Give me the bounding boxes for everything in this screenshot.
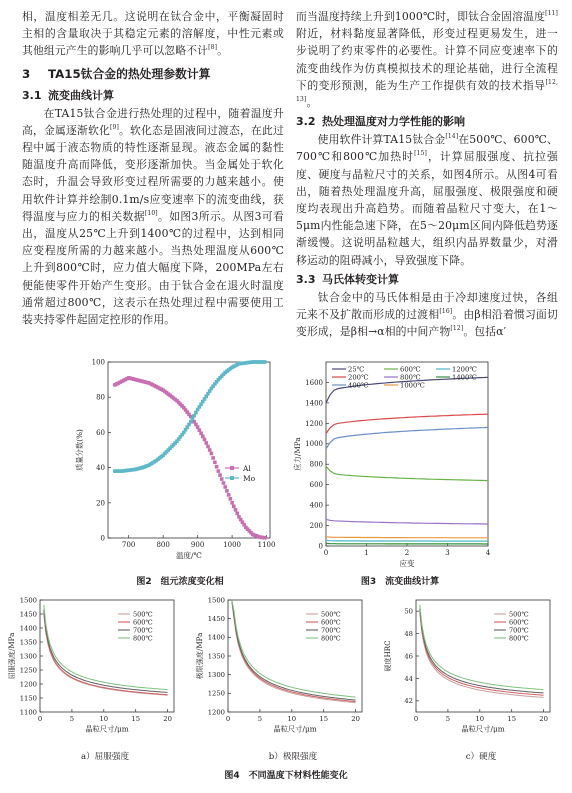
data-point-al <box>211 456 215 460</box>
figure-2-caption: 图2 组元浓度变化相 <box>136 577 224 587</box>
legend-label: 25℃ <box>348 365 365 374</box>
series-line-1000℃ <box>326 537 488 538</box>
x-tick-label: 0 <box>413 714 419 723</box>
legend-label: 600℃ <box>321 618 341 627</box>
figure-4b-chart <box>192 594 370 742</box>
data-point-al <box>204 441 208 445</box>
x-tick-label: 1 <box>364 549 369 557</box>
y-tick-label: 1250 <box>19 666 37 675</box>
y-tick-label: 400 <box>309 501 323 510</box>
y-tick-label: 200 <box>309 522 323 531</box>
legend-label: 400℃ <box>348 381 369 390</box>
data-point-al <box>229 497 233 501</box>
para-martensite: 钛合金中的马氏体相是由于冷却速度过快，各组元来不及扩散而形成的过渡相[16]。由β相沿着惯习面切变形成，是β相→α相的中间产物[12]。包括α′ <box>296 290 558 339</box>
para-intro: 相，温度相差无几。这说明在钛合金中，平衡凝固时主相的含量取决于其稳定元素的溶解度，中性元素或其他组元产生的影响几乎可以忽略不计[8]。 <box>22 10 284 58</box>
x-axis-label: 温度/℃ <box>176 551 202 560</box>
x-axis-label: 应变 <box>399 559 415 568</box>
x-axis-label: 晶粒尺寸/μm <box>85 724 129 734</box>
data-point-mo <box>189 420 193 424</box>
x-tick-label: 2 <box>404 549 410 557</box>
plot-frame <box>326 362 488 546</box>
legend-label: 700℃ <box>321 626 341 635</box>
y-tick-label: 50 <box>404 607 413 616</box>
data-point-al <box>215 465 219 469</box>
series-line-800℃ <box>326 519 488 524</box>
data-point-al <box>196 425 200 429</box>
x-tick-label: 1000 <box>223 541 241 549</box>
data-point-al <box>230 501 234 505</box>
y-tick-label: 20 <box>96 499 105 508</box>
y-tick-label: 44 <box>404 674 413 683</box>
series-line-1400℃ <box>326 543 488 544</box>
legend-label: 600℃ <box>133 618 153 627</box>
y-axis-label: 屈服强度/MPa <box>7 632 16 680</box>
figure-4a-subcaption: a）屈服强度 <box>80 752 130 762</box>
y-tick-label: 42 <box>404 697 413 706</box>
x-tick-label: 10 <box>99 714 109 723</box>
y-tick-label: 1600 <box>305 378 323 387</box>
figure-4b-subcaption: b）极限强度 <box>268 752 318 762</box>
legend-label: 600℃ <box>400 365 421 374</box>
section-heading-3: 3 TA15钛合金的热处理参数计算 <box>22 66 211 81</box>
para-flow-curve: 在TA15钛合金进行热处理的过程中，随着温度升高，金属逐渐软化[9]。软化态是固液间过渡态，在此过程中属于液态物质的特性逐渐显现。液态金属的黏性随温度升高而降低，变形逐渐加快。当金属处于软化态时，升温会导致形变过程所需要的力越来越小。使用软件计算并绘制0.1m/s应变速率下的流变曲线，获得温度与应力的相关数据[10]。如图3所示。从图3可看出，温度从25℃上升到1400℃的过程中，达到相同应变程度所需的力越来越小。当热处理温度从600℃上升到800℃时，应力值大幅度下降，200MPa左右便能使零件开始产生变形。由于钛合金在退火时温度通常超过800℃，这表示在热处理过程中需要使用工装夹持零件起固定控形的作用。 <box>22 106 284 327</box>
x-tick-label: 20 <box>163 714 172 723</box>
legend-label: Mo <box>243 474 256 483</box>
data-point-al <box>198 428 202 432</box>
legend-label: 800℃ <box>400 373 421 382</box>
x-tick-label: 5 <box>69 714 75 723</box>
y-tick-label: 1150 <box>19 694 37 703</box>
data-point-al <box>210 452 214 456</box>
data-point-al <box>220 477 224 481</box>
para-mechanical: 使用软件计算TA15钛合金[14]在500℃、600℃、700℃和800℃加热时[15]，计算屈服强度、抗拉强度、硬度与晶粒尺寸的关系，如图4所示。从图4可看出，随着热处理温度升高，屈服强度、极限强度和硬度均表现出升高趋势。而随着晶粒尺寸变大，在1～5μm内性能急速下降，在5～20μm区间内降低趋势逐渐缓慢。这说明晶粒越大，组织内晶界数量少，对滑移运动的阻碍减小，导致强度下降。 <box>296 133 559 267</box>
data-point-al <box>208 448 212 452</box>
subsection-heading-3-2: 3.2 热处理温度对力学性能的影响 <box>296 115 465 129</box>
data-point-al <box>201 435 205 439</box>
x-tick-label: 3 <box>445 549 450 557</box>
x-tick-label: 700 <box>121 541 136 549</box>
x-tick-label: 15 <box>319 714 329 723</box>
y-tick-label: 0 <box>100 534 105 543</box>
y-tick-label: 1500 <box>19 596 37 605</box>
legend-label: 700℃ <box>509 626 529 635</box>
data-point-mo <box>194 411 198 415</box>
y-tick-label: 1100 <box>19 708 37 717</box>
x-tick-label: 800 <box>156 541 170 549</box>
data-point-al <box>232 505 236 509</box>
y-tick-label: 40 <box>96 464 105 473</box>
y-tick-label: 1200 <box>207 708 225 717</box>
y-axis-label: 应力/MPa <box>293 437 302 471</box>
subsection-heading-3-1: 3.1 流变曲线计算 <box>22 88 114 102</box>
data-point-al <box>225 489 229 493</box>
legend-label: 500℃ <box>321 610 341 619</box>
legend-label: 1200℃ <box>452 365 477 374</box>
legend-marker <box>230 476 234 480</box>
figure-2-chart <box>70 356 280 568</box>
x-tick-label: 1100 <box>257 541 276 549</box>
y-tick-label: 46 <box>404 652 413 661</box>
x-tick-label: 15 <box>507 714 517 723</box>
plot-frame <box>40 600 174 712</box>
figure-3-chart <box>290 356 505 568</box>
figure-4a-chart <box>4 594 182 742</box>
data-point-al <box>223 485 227 489</box>
data-point-al <box>216 469 220 473</box>
right-column <box>296 8 558 340</box>
legend-label: Al <box>243 464 251 473</box>
plot-frame <box>108 362 270 538</box>
y-tick-label: 1350 <box>19 638 37 647</box>
y-tick-label: 1400 <box>305 399 323 408</box>
y-tick-label: 1300 <box>207 671 225 680</box>
data-point-al <box>218 473 222 477</box>
y-tick-label: 1450 <box>19 610 37 619</box>
x-tick-label: 10 <box>287 714 297 723</box>
y-tick-label: 800 <box>309 460 323 469</box>
legend-label: 800℃ <box>509 634 529 643</box>
x-axis-label: 晶粒尺寸/μm <box>461 724 505 734</box>
y-tick-label: 600 <box>309 481 323 490</box>
data-point-al <box>203 438 207 442</box>
x-tick-label: 15 <box>131 714 141 723</box>
plot-frame <box>416 600 550 712</box>
legend-label: 500℃ <box>133 610 153 619</box>
series-line-400℃ <box>326 427 488 449</box>
legend-label: 800℃ <box>133 634 153 643</box>
x-tick-label: 20 <box>351 714 360 723</box>
para-continued: 而当温度持续上升到1000℃时，即钛合金固溶温度[11]附近，材料黏度显著降低，形变过程更易发生，进一步说明了约束零件的必要性。计算不同应变速率下的流变曲线作为仿真模拟技术的理论基础，进行全流程下的变形预测，能为生产工作提供有效的技术指导[12, 13]。 <box>296 10 558 110</box>
data-point-al <box>227 493 231 497</box>
y-tick-label: 1250 <box>207 689 225 698</box>
x-tick-label: 900 <box>190 541 205 549</box>
legend-marker <box>230 466 234 470</box>
y-tick-label: 1200 <box>305 419 323 428</box>
x-tick-label: 0 <box>323 549 329 557</box>
x-tick-label: 20 <box>539 714 548 723</box>
series-line-1200℃ <box>326 540 488 541</box>
y-tick-label: 48 <box>404 629 413 638</box>
figure-4c-subcaption: c）硬度 <box>465 752 497 762</box>
data-point-al <box>222 481 226 485</box>
x-axis-label: 晶粒尺寸/μm <box>273 724 317 734</box>
x-tick-label: 10 <box>475 714 485 723</box>
y-tick-label: 100 <box>91 358 105 367</box>
data-point-al <box>234 508 238 512</box>
y-tick-label: 1000 <box>305 440 323 449</box>
x-tick-label: 0 <box>225 714 231 723</box>
legend-label: 500℃ <box>509 610 529 619</box>
data-point-mo <box>263 360 267 364</box>
y-tick-label: 80 <box>96 393 105 402</box>
series-line-600℃ <box>326 466 488 480</box>
y-tick-label: 1450 <box>207 615 225 624</box>
left-column <box>22 8 284 328</box>
y-tick-label: 1350 <box>207 652 225 661</box>
legend-label: 1400℃ <box>452 373 477 382</box>
y-tick-label: 0 <box>318 542 323 551</box>
data-point-al <box>199 431 203 435</box>
data-point-al <box>235 512 239 516</box>
figure-4-caption: 图4 不同温度下材料性能变化 <box>224 771 348 781</box>
legend-label: 700℃ <box>133 626 153 635</box>
y-tick-label: 1400 <box>19 624 37 633</box>
y-tick-label: 60 <box>96 428 105 437</box>
x-tick-label: 5 <box>257 714 263 723</box>
y-axis-label: 硬度HRC <box>383 640 392 672</box>
x-tick-label: 0 <box>37 714 43 723</box>
figure-3-caption: 图3 流变曲线计算 <box>360 577 440 587</box>
legend-label: 600℃ <box>509 618 529 627</box>
subsection-heading-3-3: 3.3 马氏体转变计算 <box>296 272 399 286</box>
figure-4c-chart <box>380 594 558 742</box>
y-tick-label: 1200 <box>19 680 37 689</box>
data-point-mo <box>192 414 196 418</box>
data-point-mo <box>191 417 195 421</box>
y-axis-label: 质量分数(%) <box>75 429 84 471</box>
y-tick-label: 1300 <box>19 652 37 661</box>
y-axis-label: 极限强度/MPa <box>195 632 204 680</box>
data-point-al <box>263 536 267 540</box>
x-tick-label: 5 <box>445 714 451 723</box>
legend-label: 800℃ <box>321 634 341 643</box>
data-point-al <box>213 461 217 465</box>
y-tick-label: 1400 <box>207 633 225 642</box>
legend-label: 200℃ <box>348 373 369 382</box>
y-tick-label: 1500 <box>207 596 225 605</box>
data-point-al <box>206 445 210 449</box>
x-tick-label: 4 <box>485 549 491 557</box>
legend-label: 1000℃ <box>400 381 425 390</box>
